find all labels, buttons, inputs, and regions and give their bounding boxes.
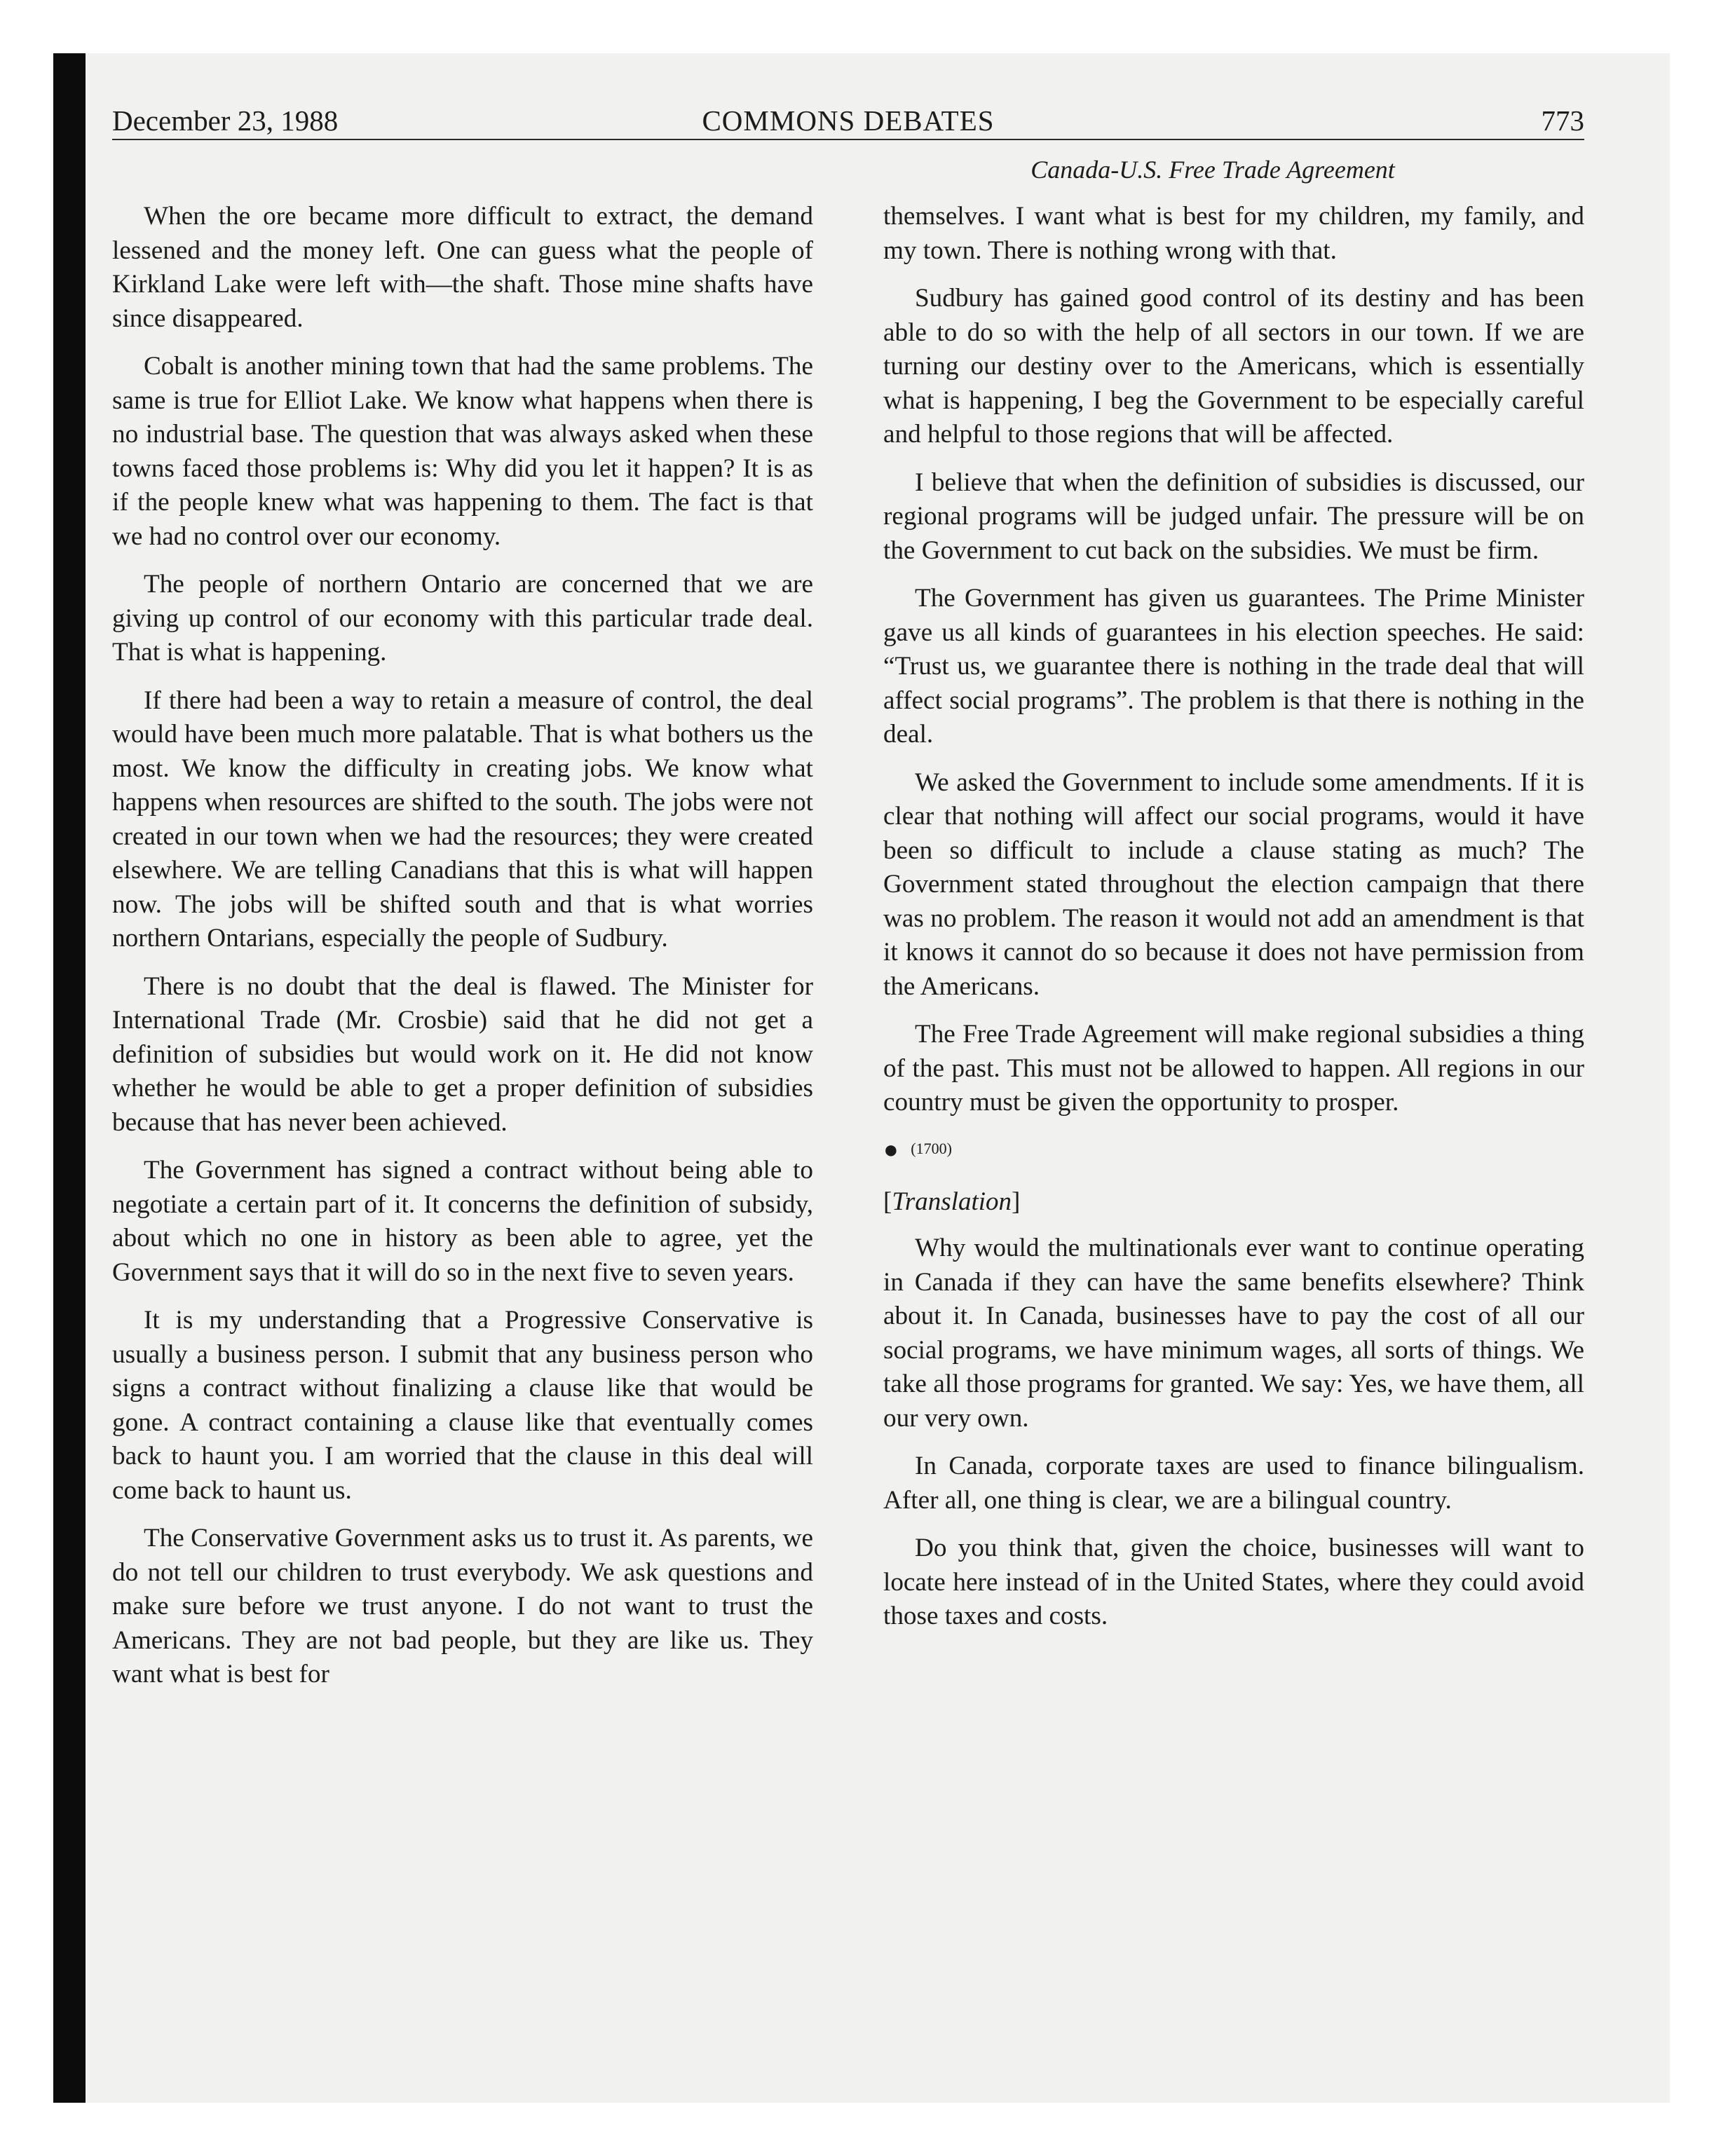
paragraph: The Conservative Government asks us to trust it. As parents, we do not tell our children to trust everybody. We ask questions and make sure before we trust anyone. I do not want to trust the Americans. They are not bad people, but they are like us. They want what is best for (112, 1524, 813, 1688)
paragraph: When the ore became more difficult to extract, the demand lessened and the money left. One can guess what the people of Kirkland Lake were left with—the shaft. Those mine shafts have since disappeared. (112, 202, 813, 333)
time-stamp: (1700) (911, 1140, 952, 1158)
header-title: COMMONS DEBATES (702, 104, 995, 137)
paragraph: Why would the multinationals ever want to continue operating in Canada if they can have the same benefits elsewhere? Think about it. In Canada, businesses have to pay the cost of all our social programs, we have minimum wages, all sorts of things. We take all those programs for granted. We say: Yes, we have them, all our very own. (883, 1234, 1584, 1433)
paragraph: The people of northern Ontario are concerned that we are giving up control of our economy with this particular trade deal. That is what is happening. (112, 570, 813, 667)
header-date: December 23, 1988 (112, 104, 339, 137)
left-column (112, 200, 813, 1706)
page-header (112, 102, 1584, 140)
paragraph: In Canada, corporate taxes are used to finance bilingualism. After all, one thing is clear, we are a bilingual country. (883, 1452, 1584, 1515)
paragraph: If there had been a way to retain a measure of control, the deal would have been much more palatable. That is what bothers us the most. We know the difficulty in creating jobs. We know what happens when resources are shifted to the south. The jobs were not created in our town when we had the resources; they were created elsewhere. We are telling Canadians that this is what will happen now. The jobs will be shifted south and that is what worries northern Ontarians, especially the people of Sudbury. (112, 685, 813, 953)
paragraph: We asked the Government to include some amendments. If it is clear that nothing will affect our social programs, would it have been so difficult to include a clause stating as much? The Government stated throughout the election campaign that there was no problem. The reason it would not add an amendment is that it knows it cannot do so because it does not have permission from the Americans. (883, 767, 1584, 1001)
translation-heading: [Translation] (883, 1187, 1021, 1217)
paragraph: themselves. I want what is best for my children, my family, and my town. There is nothing wrong with that. (883, 202, 1584, 265)
paragraph: The Free Trade Agreement will make regional subsidies a thing of the past. This must not be allowed to happen. All regions in our country must be given the opportunity to prosper. (883, 1020, 1584, 1117)
binding-shadow (53, 53, 86, 2103)
paragraph: There is no doubt that the deal is flawed. The Minister for International Trade (Mr. Crosbie) said that he did not get a definition of subsidies but would work on it. He did not know whether he would be able to get a proper definition of subsidies because that has never been achieved. (112, 971, 813, 1137)
paragraph: The Government has given us guarantees. The Prime Minister gave us all kinds of guarantees in his election speeches. He said: “Trust us, we guarantee there is nothing in the trade deal that will affect social programs”. The problem is that there is nothing in the deal. (883, 584, 1584, 749)
paragraph: Sudbury has gained good control of its destiny and has been able to do so with the help of all sectors in our town. If we are turning our destiny over to the Americans, which is essentially what is happening, I beg the Government to be especially careful and helpful to those regions that will be affected. (883, 284, 1584, 449)
paragraph: Cobalt is another mining town that had the same problems. The same is true for Elliot Lake. We know what happens when there is no industrial base. The question that was always asked when these towns faced those problems is: Why did you let it happen? It is as if the people knew what was happening to them. The fact is that we had no control over our economy. (112, 352, 813, 551)
paragraph: The Government has signed a contract without being able to negotiate a certain part of it. It concerns the definition of subsidy, about which no one in history as been able to agree, yet the Government says that it will do so in the next five to seven years. (112, 1156, 813, 1287)
translation-label: Translation (892, 1187, 1012, 1217)
paragraph: It is my understanding that a Progressive Conservative is usually a business person. I submit that any business person who signs a contract without finalizing a clause like that would be gone. A contract containing a clause like that eventually comes back to haunt you. I am worried that the clause in this deal will come back to haunt us. (112, 1306, 813, 1505)
running-title: Canada-U.S. Free Trade Agreement (1030, 156, 1395, 184)
paragraph: I believe that when the definition of subsidies is discussed, our regional programs will be judged unfair. The pressure will be on the Government to cut back on the subsidies. We must be firm. (883, 468, 1584, 565)
bullet-icon: ● (883, 1135, 899, 1164)
right-column (883, 200, 1584, 1648)
paragraph: Do you think that, given the choice, businesses will want to locate here instead of in the United States, where they could avoid those taxes and costs. (883, 1534, 1584, 1631)
page-number: 773 (1541, 104, 1584, 137)
time-marker (883, 1134, 1584, 1164)
